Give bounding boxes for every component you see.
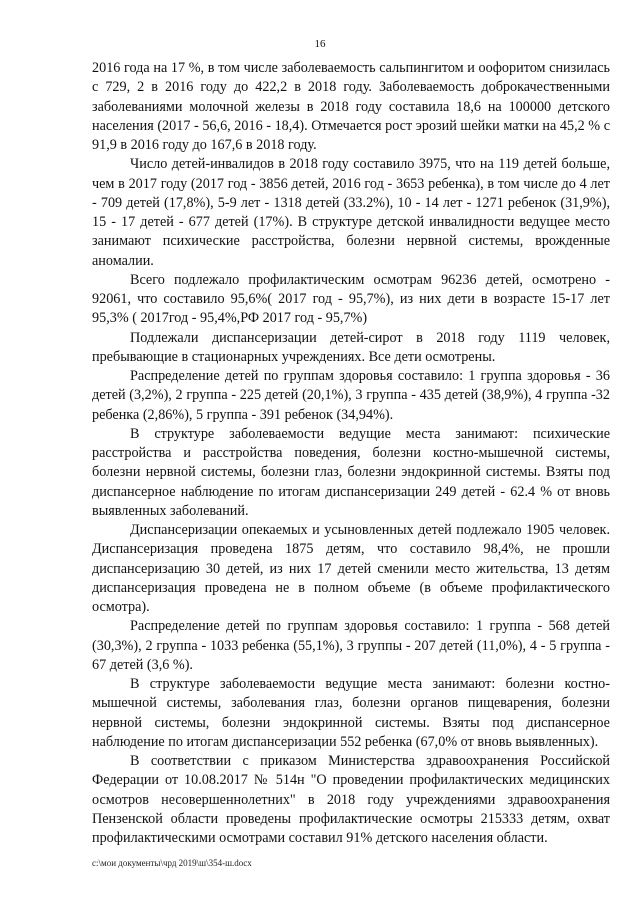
- paragraph-3: Всего подлежало профилактическим осмотрам 96236 детей, осмотрено - 92061, что составило 95,6%( 2017 год - 95,7%), из них дети в возрасте 15-17 лет 95,3% ( 2017год - 95,4%,РФ 2017 год - 95,7%): [92, 271, 610, 327]
- paragraph-2: Число детей-инвалидов в 2018 году составило 3975, что на 119 детей больше, чем в 2017 году (2017 год - 3856 детей, 2016 год - 3653 ребенка), в том числе до 4 лет - 709 детей (17,8%), 5-9 лет - 1318 детей (33.2%), 10 - 14 лет - 1271 ребенок (31,9%), 15 - 17 детей - 677 детей (17%). В структуре детской инвалидности ведущее место занимают психические расстройства, болезни нервной системы, врожденные аномалии.: [92, 156, 610, 269]
- page-number: 16: [314, 38, 326, 50]
- paragraph-7: Диспансеризации опекаемых и усыновленных детей подлежало 1905 человек. Диспансеризация проведена 1875 детям, что составило 98,4%, не прошли диспансеризацию 30 детей, из них 17 детей сменили место жительства, 13 детям диспансеризация проведена не в полном объеме (в объеме профилактического осмотра).: [92, 522, 610, 615]
- paragraph-9: В структуре заболеваемости ведущие места занимают: болезни костно-мышечной системы, заболевания глаз, болезни органов пищеварения, болезни нервной системы, болезни эндокринной системы. Взяты под диспансерное наблюдение по итогам диспансеризации 552 ребенка (67,0% от вновь выявленных).: [92, 676, 610, 750]
- paragraph-1: 2016 года на 17 %, в том числе заболеваемость сальпингитом и оофоритом снизилась с 729, 2 в 2016 году до 422,2 в 2018 году. Заболеваемость доброкачественными заболеваниями молочной железы в 2018 году составила 18,6 на 100000 детского населения (2017 - 56,6, 2016 - 18,4). Отмечается рост эрозий шейки матки на 45,2 % с 91,9 в 2016 году до 167,6 в 2018 году.: [92, 60, 610, 153]
- document-body: [92, 59, 610, 848]
- paragraph-4: Подлежали диспансеризации детей-сирот в 2018 году 1119 человек, пребывающие в стационарных учреждениях. Все дети осмотрены.: [92, 329, 610, 365]
- paragraph-10: В соответствии с приказом Министерства здравоохранения Российской Федерации от 10.08.2017 № 514н "О проведении профилактических медицинских осмотров несовершеннолетних" в 2018 году учреждениями здравоохранения Пензенской области проведены профилактические осмотры 215333 детям, охват профилактическими осмотрами составил 91% детского населения области.: [92, 753, 610, 846]
- paragraph-5: Распределение детей по группам здоровья составило: 1 группа здоровья - 36 детей (3,2%), 2 группа - 225 детей (20,1%), 3 группа - 435 детей (38,9%), 4 группа -32 ребенка (2,86%), 5 группа - 391 ребенок (34,94%).: [92, 368, 610, 423]
- paragraph-6: В структуре заболеваемости ведущие места занимают: психические расстройства и расстройства поведения, болезни костно-мышечной системы, болезни нервной системы, болезни глаз, болезни эндокринной системы. Взяты под диспансерное наблюдение по итогам диспансеризации 249 детей - 62.4 % от вновь выявленных заболеваний.: [92, 425, 610, 519]
- footer-file-path: c:\мои документы\чрд 2019\ш\354-ш.docx: [92, 858, 252, 868]
- paragraph-8: Распределение детей по группам здоровья составило: 1 группа - 568 детей (30,3%), 2 группа - 1033 ребенка (55,1%), 3 группы - 207 детей (11,0%), 4 - 5 группа - 67 детей (3,6 %).: [92, 618, 610, 673]
